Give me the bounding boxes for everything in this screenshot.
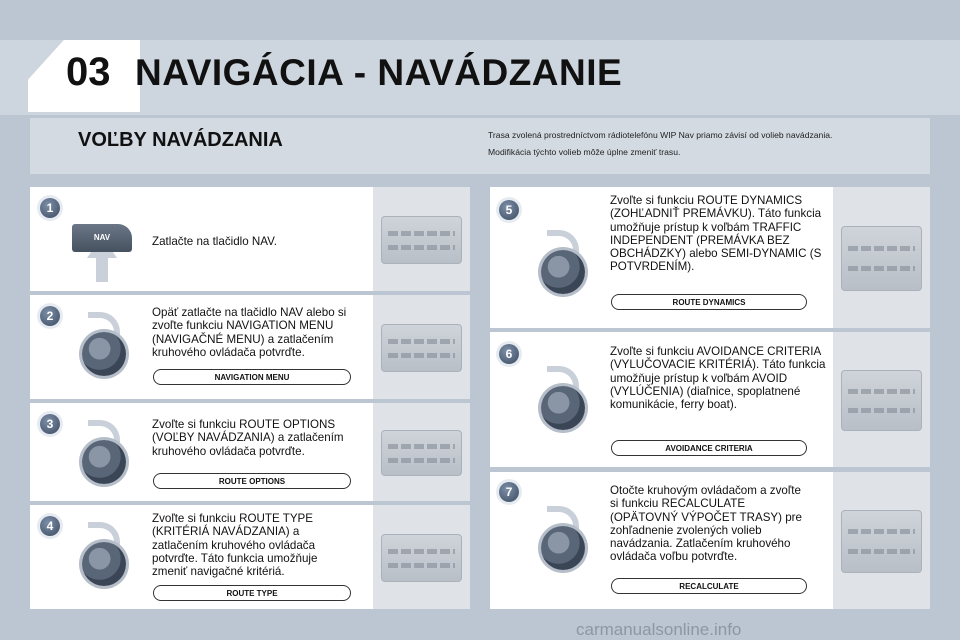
intro-line: Modifikácia týchto volieb môže úplne zmeniť trasu. bbox=[488, 147, 681, 157]
radio-photo bbox=[373, 403, 470, 501]
step-2-text: Opäť zatlačte na tlačidlo NAV alebo si zvoľte funkciu NAVIGATION MENU (NAVIGAČNÉ MENU) a zatlačením kruhového ovládača potvrďte. bbox=[152, 306, 347, 359]
menu-label-recalculate: RECALCULATE bbox=[611, 578, 807, 594]
step-3-text: Zvoľte si funkciu ROUTE OPTIONS (VOĽBY NAVÁDZANIA) a zatlačením kruhového ovládača potvrďte. bbox=[152, 418, 344, 458]
step-4-badge: 4 bbox=[40, 516, 60, 536]
menu-label-route-type: ROUTE TYPE bbox=[153, 585, 351, 601]
menu-label-navigation: NAVIGATION MENU bbox=[153, 369, 351, 385]
section-title: VOĽBY NAVÁDZANIA bbox=[78, 129, 283, 151]
step-1-text: Zatlačte na tlačidlo NAV. bbox=[152, 235, 278, 248]
rotary-knob-icon bbox=[82, 440, 126, 484]
menu-label-avoidance-criteria: AVOIDANCE CRITERIA bbox=[611, 440, 807, 456]
page-title: NAVIGÁCIA - NAVÁDZANIE bbox=[135, 52, 623, 93]
step-6-text: Zvoľte si funkciu AVOIDANCE CRITERIA (VYLUČOVACIE KRITÉRIÁ). Táto funkcia umožňuje prístup k voľbám AVOID (VYLÚČENIA) (diaľnice, spoplatnené komunikácie, ferry boat). bbox=[610, 345, 826, 412]
step-3-badge: 3 bbox=[40, 414, 60, 434]
rotary-knob-icon bbox=[82, 332, 126, 376]
rotary-knob-icon bbox=[541, 526, 585, 570]
chapter-number: 03 bbox=[66, 50, 111, 94]
intro-text bbox=[488, 127, 918, 161]
step-2-badge: 2 bbox=[40, 306, 60, 326]
menu-label-route-dynamics: ROUTE DYNAMICS bbox=[611, 294, 807, 310]
menu-label-route-options: ROUTE OPTIONS bbox=[153, 473, 351, 489]
radio-photo bbox=[373, 505, 470, 609]
step-6-badge: 6 bbox=[499, 344, 519, 364]
rotary-knob-icon bbox=[541, 250, 585, 294]
rotary-knob-icon bbox=[541, 386, 585, 430]
nav-button-icon: NAV bbox=[72, 224, 132, 252]
step-7-badge: 7 bbox=[499, 482, 519, 502]
intro-line: Trasa zvolená prostredníctvom rádiotelefónu WIP Nav priamo závisí od volieb navádzania. bbox=[488, 130, 833, 140]
radio-photo bbox=[373, 295, 470, 399]
step-7-text: Otočte kruhovým ovládačom a zvoľte si funkciu RECALCULATE (OPÄTOVNÝ VÝPOČET TRASY) pre zohľadnenie zvolených volieb navádzania. Zatlačením kruhového ovládača voľbu potvrďte. bbox=[610, 484, 802, 564]
radio-photo bbox=[373, 187, 470, 291]
rotary-knob-icon bbox=[82, 542, 126, 586]
watermark: carmanualsonline.info bbox=[576, 620, 742, 639]
step-5-badge: 5 bbox=[499, 200, 519, 220]
radio-photo bbox=[833, 332, 930, 467]
radio-photo bbox=[833, 472, 930, 609]
step-4-text: Zvoľte si funkciu ROUTE TYPE (KRITÉRIÁ NAVÁDZANIA) a zatlačením kruhového ovládača potvrďte. Táto funkcia umožňuje zmeniť navigačné kritériá. bbox=[152, 512, 318, 579]
step-5-text: Zvoľte si funkciu ROUTE DYNAMICS (ZOHĽADNIŤ PREMÁVKU). Táto funkcia umožňuje prístup k voľbám TRAFFIC INDEPENDENT (PREMÁVKA BEZ OBCHÁDZKY) alebo SEMI-DYNAMIC (S POTVRDENÍM). bbox=[610, 194, 822, 274]
step-1-badge: 1 bbox=[40, 198, 60, 218]
radio-photo bbox=[833, 187, 930, 328]
